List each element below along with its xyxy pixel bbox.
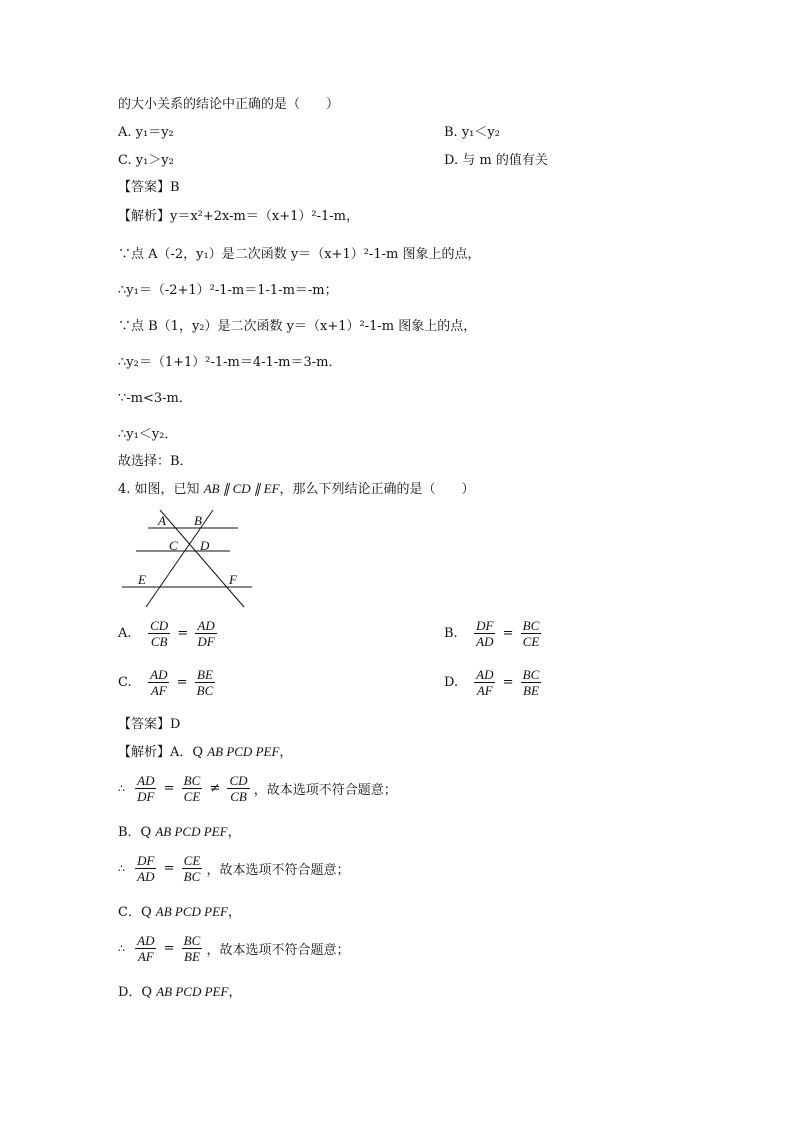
q4-option-c	[118, 667, 215, 698]
fraction: $\frac{DF}{AD}$	[137, 853, 155, 884]
comma: ，	[227, 905, 241, 920]
q4-stem-math: AB ∥ CD ∥ EF	[203, 481, 280, 496]
comma: ，	[228, 985, 242, 1000]
fraction: $\frac{CE}{BC}$	[183, 853, 201, 884]
transversal-af	[160, 510, 244, 607]
q3-option-c: C. y₁＞y₂	[118, 153, 174, 168]
fraction: $\frac{BC}{BE}$	[522, 667, 540, 698]
label-d: D	[200, 538, 210, 553]
parallel-statement: AB PCD PEF	[155, 904, 228, 919]
not-fit-text: ，故本选项不符合题意；	[206, 863, 350, 878]
equals-sign: =	[177, 626, 189, 641]
fraction: $\frac{BC}{BE}$	[183, 933, 201, 964]
analysis-prefix: B．Q	[118, 825, 152, 840]
equals-sign: =	[502, 626, 514, 641]
fraction: $\frac{AD}{AF}$	[476, 667, 494, 698]
q4-analysis-b	[118, 823, 241, 842]
q4-analysis-a	[118, 743, 292, 762]
equals-sign: =	[502, 675, 514, 690]
q3-step-4: ∴y₂＝（1+1）²-1-m＝4-1-m＝3-m．	[118, 355, 342, 370]
q4-stem	[118, 480, 475, 499]
therefore-sign: ∴	[118, 782, 125, 795]
q4-analysis-d	[118, 983, 241, 1002]
q3-answer: 【答案】B	[118, 180, 180, 195]
transversal-be	[146, 510, 213, 607]
q4-option-a	[118, 618, 217, 649]
label-f: F	[229, 572, 237, 587]
fraction: $\frac{DF}{AD}$	[476, 618, 494, 649]
fraction: $\frac{CD}{CB}$	[229, 773, 248, 804]
label-c: C	[169, 538, 178, 553]
q4-analysis-b-conclusion	[118, 853, 349, 884]
fraction: $\frac{BC}{CE}$	[183, 773, 201, 804]
label-a: A	[158, 513, 166, 528]
therefore-sign: ∴	[118, 862, 125, 875]
not-fit-text: ，故本选项不符合题意；	[206, 943, 350, 958]
parallel-statement: AB PCD PEF	[155, 824, 228, 839]
equals-sign: =	[163, 861, 175, 876]
fraction: $\frac{AD}{DF}$	[137, 773, 155, 804]
equals-sign: =	[163, 941, 175, 956]
q3-step-1: ∵点 A（-2，y₁）是二次函数 y＝（x+1）²-1-m 图象上的点，	[118, 247, 481, 262]
q3-option-d: D. 与 m 的值有关	[444, 153, 548, 168]
not-equal-sign: ≠	[209, 781, 221, 796]
fraction: $\frac{AD}{DF}$	[197, 618, 215, 649]
comma: ，	[227, 825, 241, 840]
q3-choose: 故选择：B．	[118, 454, 193, 469]
q3-step-5: ∵-m<3-m．	[118, 391, 192, 406]
label-e: E	[138, 572, 146, 587]
q3-step-2: ∴y₁＝（-2+1）²-1-m＝1-1-m＝-m；	[118, 283, 338, 298]
q4-analysis-c-conclusion	[118, 933, 349, 964]
q4-stem-tail: ，那么下列结论正确的是（ ）	[279, 482, 475, 497]
q3-step-3: ∵点 B（1，y₂）是二次函数 y＝（x+1）²-1-m 图象上的点，	[118, 319, 477, 334]
q4-figure	[118, 506, 258, 610]
analysis-prefix: D．Q	[118, 985, 153, 1000]
label-b: B	[194, 513, 202, 528]
q4-option-b-label: B.	[444, 626, 458, 641]
q3-stem-tail: 的大小关系的结论中正确的是（ ）	[118, 97, 340, 112]
fraction: $\frac{AD}{AF}$	[137, 933, 155, 964]
q3-option-a: A. y₁＝y₂	[118, 125, 174, 140]
q4-analysis-c	[118, 903, 241, 922]
fraction: $\frac{CD}{CB}$	[150, 618, 169, 649]
q4-stem-text: 4. 如图，已知	[118, 482, 200, 497]
q3-step-6: ∴y₁＜y₂．	[118, 427, 178, 442]
q4-option-d	[444, 667, 541, 698]
q4-analysis-a-conclusion	[118, 773, 397, 804]
q4-option-b	[444, 618, 541, 649]
q4-answer: 【答案】D	[118, 717, 181, 732]
q4-option-a-label: A.	[118, 626, 132, 641]
equals-sign: =	[163, 781, 175, 796]
q4-option-c-label: C.	[118, 675, 132, 690]
fraction: $\frac{BC}{CE}$	[522, 618, 540, 649]
q3-analysis: 【解析】y＝x²+2x-m＝（x+1）²-1-m，	[118, 209, 359, 224]
equals-sign: =	[176, 675, 188, 690]
parallel-statement: AB PCD PEF	[207, 744, 280, 759]
not-fit-text: ，故本选项不符合题意；	[253, 783, 397, 798]
q3-option-b: B. y₁＜y₂	[444, 125, 500, 140]
therefore-sign: ∴	[118, 942, 125, 955]
q4-option-d-label: D.	[444, 675, 459, 690]
analysis-prefix: 【解析】A．Q	[118, 745, 204, 760]
comma: ，	[279, 745, 293, 760]
fraction: $\frac{BE}{BC}$	[196, 667, 214, 698]
fraction: $\frac{AD}{AF}$	[150, 667, 168, 698]
analysis-prefix: C．Q	[118, 905, 152, 920]
parallel-statement: AB PCD PEF	[156, 984, 229, 999]
